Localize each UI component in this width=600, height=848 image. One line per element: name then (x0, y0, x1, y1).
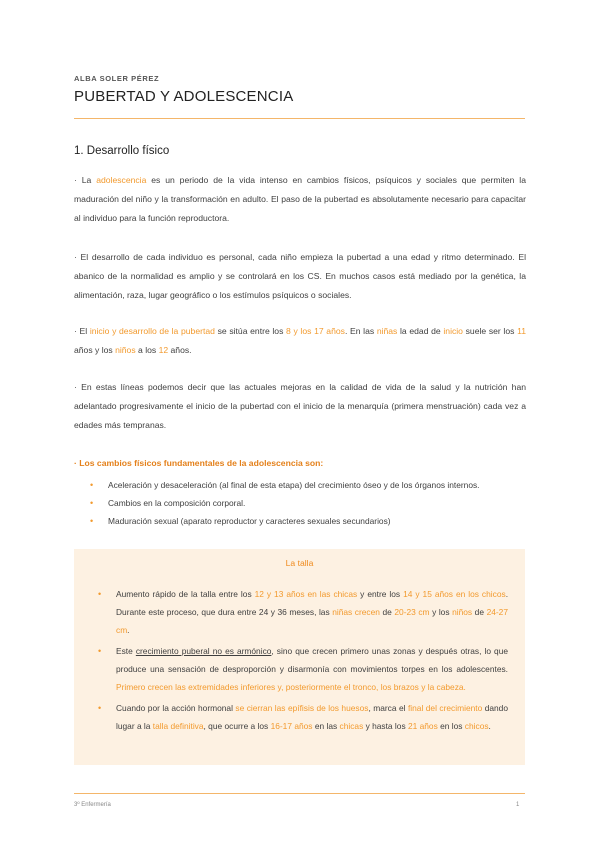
b1-text-a: Aumento rápido de la talla entre los (116, 589, 255, 599)
list-item-text: Maduración sexual (aparato reproductor y caracteres sexuales secundarios) (108, 516, 391, 526)
p3-highlight-edades: 8 y los 17 años (286, 326, 345, 336)
b1-highlight-ninos: niños (452, 607, 473, 617)
talla-box (74, 549, 525, 765)
p3-highlight-12: 12 (158, 345, 169, 355)
p3-text-a: · El (74, 326, 90, 336)
b3-highlight-final: final del crecimiento (407, 703, 483, 713)
b1-highlight-ninas-crecen: niñas crecen (332, 607, 380, 617)
b3-text-a: Cuando por la acción hormonal (116, 703, 236, 713)
b2-underlined: crecimiento puberal no es armónico (135, 646, 272, 656)
b3-highlight-21: 21 años (407, 721, 438, 731)
list-item (98, 699, 508, 735)
b3-text-g: , que ocurre a los (203, 721, 271, 731)
b3-highlight-talla: talla definitiva (152, 721, 204, 731)
list-item (90, 476, 520, 494)
b3-highlight-chicos: chicos (464, 721, 489, 731)
p3-text-c: se sitúa entre los (214, 326, 287, 336)
bullet-icon: • (98, 703, 102, 713)
p1-text-rest: es un periodo de la vida intenso en cambios físicos, psíquicos y sociales que permiten la maduración del niño y la transformación en adulto. El paso de la pubertad es absolutamente necesario para capacitar al individuo para la función reproductora. (74, 175, 526, 223)
header-divider (74, 118, 525, 119)
b2-highlight: Primero crecen las extremidades inferiores y, posteriormente el tronco, los brazos y la cabeza. (116, 682, 466, 692)
list-item-text: Aceleración y desaceleración (al final de esta etapa) del crecimiento óseo y de los órganos internos. (108, 480, 480, 490)
b1-text-i: y los (429, 607, 453, 617)
p1-highlight: adolescencia (96, 175, 147, 185)
b1-text-g: de (379, 607, 395, 617)
b3-highlight-16-17: 16-17 años (270, 721, 313, 731)
list-item-text: Cambios en la composición corporal. (108, 498, 246, 508)
b3-highlight-chicas: chicas (339, 721, 364, 731)
list-item (90, 494, 520, 512)
p3-highlight-11: 11 (517, 326, 526, 336)
bullet-icon: • (90, 480, 94, 490)
talla-list (98, 585, 508, 738)
p3-text-o: años. (168, 345, 192, 355)
b1-text-c: y entre los (357, 589, 404, 599)
talla-title: La talla (285, 558, 314, 568)
b2-text-a: Este (116, 646, 136, 656)
page-number: 1 (516, 802, 520, 808)
list-item (90, 512, 520, 530)
p1-text: · La (74, 175, 97, 185)
list-item (98, 642, 508, 696)
b1-text-m: . (127, 625, 130, 635)
changes-list (90, 476, 520, 530)
list-item (98, 585, 508, 639)
p3-highlight-inicio: inicio (443, 326, 463, 336)
p3-text-k: años y los (74, 345, 116, 355)
b1-highlight-chicos: 14 y 15 años en los chicos (403, 589, 506, 599)
b1-text-k: de (472, 607, 487, 617)
p3-text-g: la edad de (397, 326, 444, 336)
b1-text-e: . Durante este proceso, que dura entre 24 y 36 meses, las (116, 589, 509, 617)
p3-text-m: a los (135, 345, 159, 355)
bullet-icon: • (90, 516, 94, 526)
footer-divider (74, 793, 525, 794)
paragraph-desarrollo: · El desarrollo de cada individuo es personal, cada niño empieza la pubertad a una edad y ritmo determinado. El abanico de la normalidad es amplio y se controlará en los CS. En muchos casos está mediado por la genética, la alimentación, raza, lugar geográfico o los estímulos psíquicos o sociales. (74, 252, 526, 300)
section-heading: 1. Desarrollo físico (74, 145, 170, 157)
p3-highlight-inicio-desarrollo: inicio y desarrollo de la pubertad (89, 326, 215, 336)
b1-highlight-24-27: 24-27 cm (116, 607, 508, 635)
footer-course: 3º Enfermería (74, 802, 111, 808)
b3-highlight-epifisis: se cierran las epífisis de los huesos (235, 703, 369, 713)
b1-highlight-chicas: 12 y 13 años en las chicas (254, 589, 358, 599)
changes-heading: · Los cambios físicos fundamentales de la adolescencia son: (74, 458, 324, 468)
document-title: PUBERTAD Y ADOLESCENCIA (74, 88, 294, 105)
paragraph-mejoras: · En estas líneas podemos decir que las actuales mejoras en la calidad de vida de la salud y la nutrición han adelantado progresivamente el inicio de la pubertad con el inicio de la menarquía (primera menstruación) cada vez a edades más tempranas. (74, 382, 526, 430)
b3-text-i: en las (312, 721, 340, 731)
b3-text-o: . (488, 721, 491, 731)
b1-highlight-20-23: 20-23 cm (394, 607, 430, 617)
p3-text-e: . En las (344, 326, 377, 336)
paragraph-inicio (74, 322, 526, 360)
p3-highlight-ninas: niñas (376, 326, 398, 336)
b3-text-k: y hasta los (363, 721, 408, 731)
paragraph-adolescencia (74, 171, 526, 228)
b2-text-c: , sino que crecen primero unas zonas y después otras, lo que produce una sensación de desproporción y disarmonía con movimientos torpes en los adolescentes. (116, 646, 509, 674)
p3-highlight-ninos: niños (115, 345, 136, 355)
bullet-icon: • (98, 589, 102, 599)
b3-text-e: dando lugar a la (116, 703, 509, 731)
bullet-icon: • (90, 498, 94, 508)
p3-text-i: suele ser los (462, 326, 518, 336)
b3-text-m: en los (437, 721, 465, 731)
bullet-icon: • (98, 646, 102, 656)
author-name: ALBA SOLER PÉREZ (74, 74, 160, 83)
b3-text-c: , marca el (368, 703, 408, 713)
